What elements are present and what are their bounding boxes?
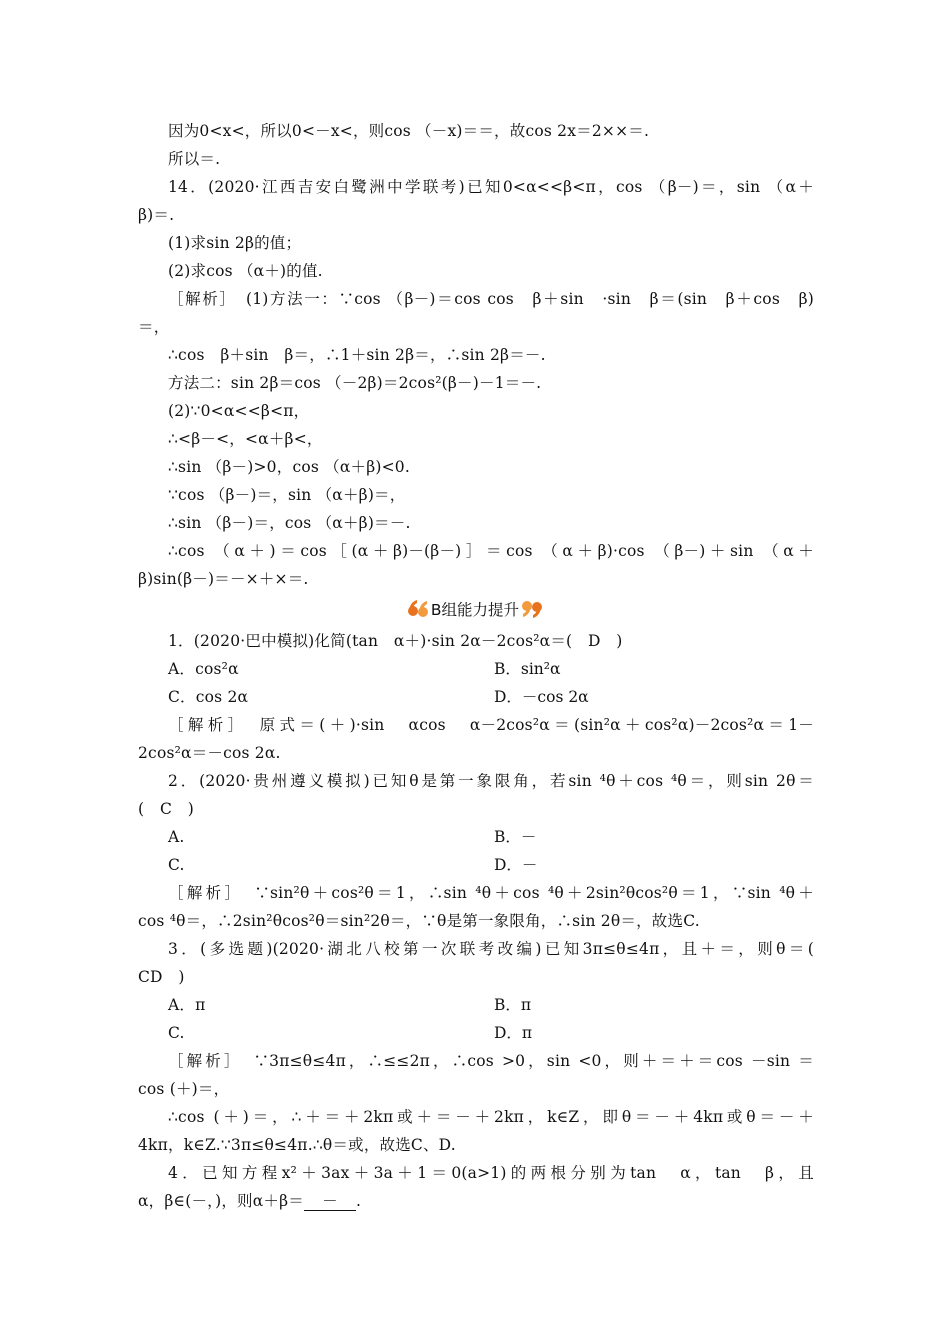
option-c: C. [168, 1024, 185, 1042]
text-line [138, 1191, 814, 1211]
text-line: ∵cos （β－)＝，sin （α＋β)＝， [168, 486, 406, 504]
option-c: C. [168, 856, 185, 874]
solution-line: ［解析］ ∵3π≤θ≤4π，∴≤≤2π，∴cos >0，sin <0，则＋＝＋＝cos －sin ＝ [168, 1052, 814, 1070]
option-a: A. [168, 828, 185, 846]
text-line: ∴cos β＋sin β＝，∴1＋sin 2β＝，∴sin 2β＝－. [168, 346, 546, 364]
option-b: B．sin²α [494, 660, 561, 678]
option-d: D．－ [494, 856, 538, 874]
text-line: 所以＝. [168, 150, 221, 168]
problem-1-line: 1．(2020·巴中模拟)化简(tan α＋)·sin 2α－2cos²α＝( D ) [168, 632, 623, 650]
text-line: CD ) [138, 968, 185, 986]
period: . [355, 1192, 362, 1210]
text-line: ∴sin （β－)>0，cos （α＋β)<0. [168, 458, 410, 476]
text-line: β)＝. [138, 206, 175, 224]
text-line: (2)∵0<α<<β<π， [168, 402, 310, 420]
text-line: ∴sin （β－)＝，cos （α＋β)＝－. [168, 514, 411, 532]
text-line: (1)求sin 2β的值； [168, 234, 302, 252]
text-line: ( C ) [138, 800, 194, 818]
problem-14-line: 14．(2020·江西吉安白鹭洲中学联考)已知0<α<<β<π，cos （β－)＝，sin （α＋ [168, 178, 814, 196]
problem-4-text: α，β∈(－，)，则α＋β＝ [138, 1192, 304, 1210]
section-header [0, 595, 950, 623]
text-line: β)sin(β－)＝－×＋×＝. [138, 570, 309, 588]
text-line: 2cos²α＝－cos 2α. [138, 744, 281, 762]
solution-line: ［解析］ ∵sin²θ＋cos²θ＝1，∴sin ⁴θ＋cos ⁴θ＋2sin²θcos²θ＝1，∵sin ⁴θ＋ [168, 884, 814, 902]
problem-2-line: 2．(2020·贵州遵义模拟)已知θ是第一象限角，若sin ⁴θ＋cos ⁴θ＝，则sin 2θ＝ [168, 772, 814, 790]
option-b: B．－ [494, 828, 537, 846]
option-b: B．π [494, 996, 532, 1014]
solution-line: ［解析］ (1)方法一：∵cos （β－)＝cos cos β＋sin ·sin β＝(sin β＋cos β) [168, 290, 814, 308]
text-line: ∴<β－<，<α＋β<， [168, 430, 323, 448]
text-line: ∴cos (＋)＝，∴＋＝＋2kπ或＋＝－＋2kπ，k∈Z，即θ＝－＋4kπ或θ＝－＋ [168, 1108, 814, 1126]
text-line: (2)求cos （α＋)的值. [168, 262, 323, 280]
text-line: ＝， [138, 318, 170, 336]
text-line: 方法二：sin 2β＝cos （－2β)＝2cos²(β－)－1＝－. [168, 374, 542, 392]
problem-3-line: 3．(多选题)(2020·湖北八校第一次联考改编)已知3π≤θ≤4π，且＋＝，则θ＝( [168, 940, 814, 958]
option-a: A．π [168, 996, 206, 1014]
right-quote-icon [521, 598, 543, 620]
text-line: 4kπ，k∈Z.∵3π≤θ≤4π.∴θ＝或，故选C、D. [138, 1136, 456, 1154]
text-line: cos ⁴θ＝，∴2sin²θcos²θ＝sin²2θ＝，∵θ是第一象限角，∴sin 2θ＝，故选C. [138, 912, 700, 930]
problem-4-line: 4．已知方程x²＋3ax＋3a＋1＝0(a>1)的两根分别为tan α，tan β，且 [168, 1164, 814, 1182]
option-d: D．π [494, 1024, 533, 1042]
solution-line: ［解析］ 原式＝(＋)·sin αcos α－2cos²α＝(sin²α＋cos²α)－2cos²α＝1－ [168, 716, 814, 734]
section-title: B组能力提升 [430, 601, 520, 619]
text-line: 因为0<x<，所以0<－x<，则cos （－x)＝＝，故cos 2x＝2××＝. [168, 122, 650, 140]
option-c: C．cos 2α [168, 688, 249, 706]
text-line: ∴cos （α＋)＝cos［(α＋β)－(β－)］＝cos （α＋β)·cos （β－)＋sin （α＋ [168, 542, 814, 560]
option-d: D．－cos 2α [494, 688, 589, 706]
answer-blank: － [304, 1192, 356, 1211]
option-a: A．cos²α [168, 660, 239, 678]
text-line: cos (＋)＝， [138, 1080, 230, 1098]
left-quote-icon [407, 598, 429, 620]
